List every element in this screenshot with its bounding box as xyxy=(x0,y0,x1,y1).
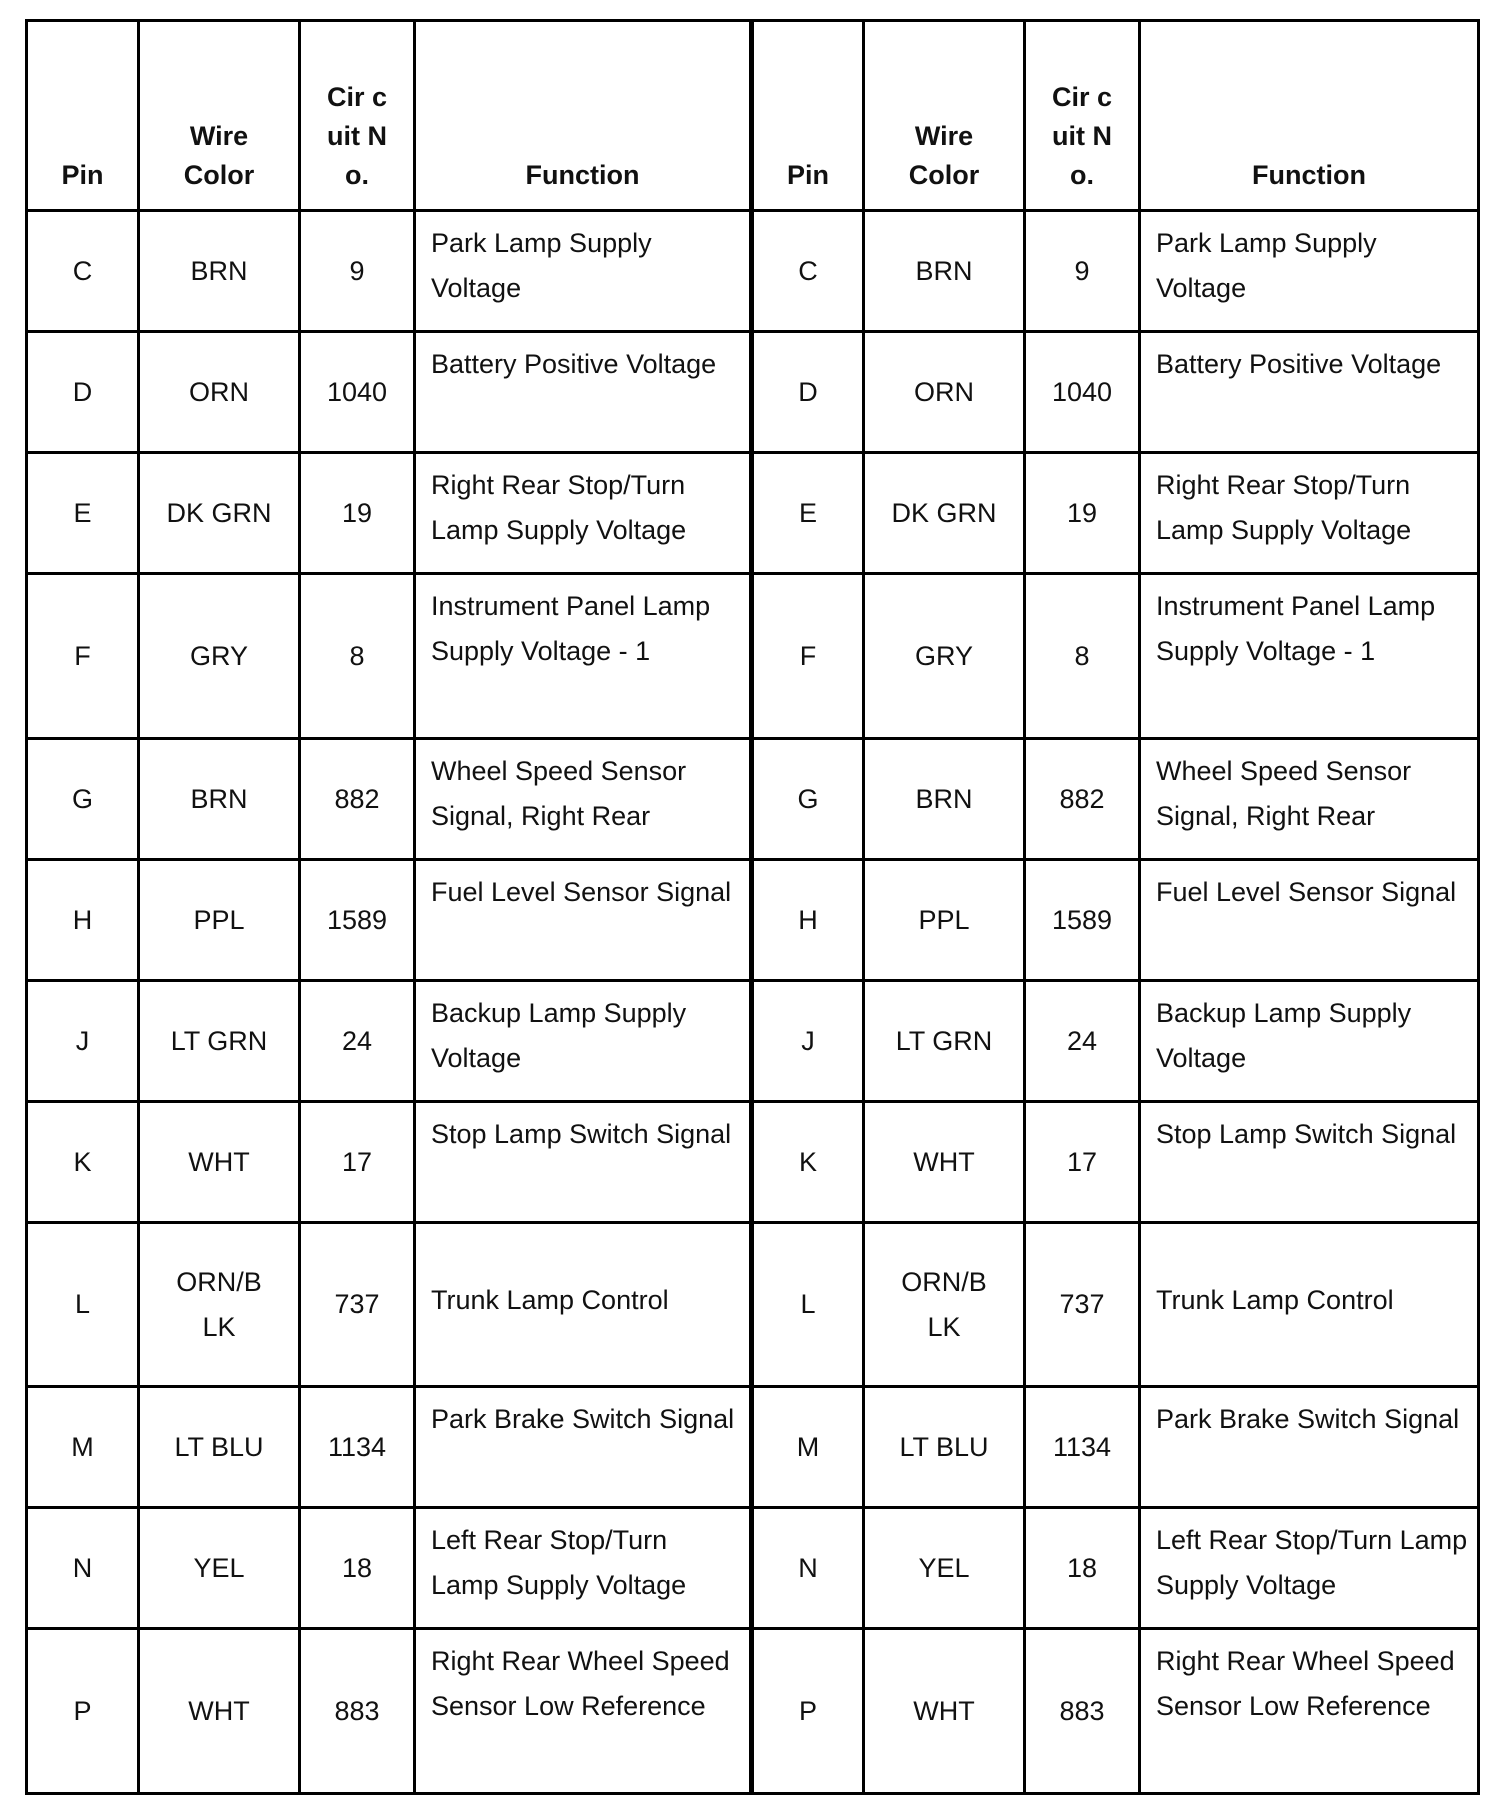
circuit-cell: 19 xyxy=(300,453,415,574)
circuit-cell: 1134 xyxy=(300,1387,415,1508)
function-cell: Trunk Lamp Control xyxy=(1140,1223,1479,1387)
wire-color-cell: PPL xyxy=(139,860,300,981)
header-row xyxy=(27,21,1479,211)
function-cell: Trunk Lamp Control xyxy=(415,1223,752,1387)
table-row xyxy=(27,453,1479,574)
header-circuit-right: Cir cuit No. xyxy=(1025,21,1140,211)
wire-color-cell: ORN xyxy=(139,332,300,453)
circuit-cell: 1589 xyxy=(300,860,415,981)
table-row xyxy=(27,860,1479,981)
wire-color-cell: YEL xyxy=(139,1508,300,1629)
wire-color-cell: BRN xyxy=(864,739,1025,860)
wire-color-cell: BRN xyxy=(864,211,1025,332)
wire-color-cell: ORN/BLK xyxy=(864,1223,1025,1387)
wire-color-cell: PPL xyxy=(864,860,1025,981)
circuit-cell: 1134 xyxy=(1025,1387,1140,1508)
circuit-cell: 882 xyxy=(300,739,415,860)
pin-cell: G xyxy=(27,739,139,860)
wire-color-cell: WHT xyxy=(864,1102,1025,1223)
function-cell: Stop Lamp Switch Signal xyxy=(415,1102,752,1223)
function-cell: Battery Positive Voltage xyxy=(1140,332,1479,453)
pin-cell: J xyxy=(752,981,864,1102)
header-wire-color-left: Wire Color xyxy=(139,21,300,211)
wire-color-cell: BRN xyxy=(139,739,300,860)
function-cell: Right Rear Wheel Speed Sensor Low Reference xyxy=(1140,1629,1479,1794)
wire-color-cell: LT GRN xyxy=(139,981,300,1102)
wire-color-cell: LT BLU xyxy=(864,1387,1025,1508)
function-cell: Right Rear Stop/Turn Lamp Supply Voltage xyxy=(415,453,752,574)
circuit-cell: 882 xyxy=(1025,739,1140,860)
circuit-cell: 19 xyxy=(1025,453,1140,574)
function-cell: Backup Lamp Supply Voltage xyxy=(415,981,752,1102)
table-row xyxy=(27,1508,1479,1629)
function-cell: Left Rear Stop/Turn Lamp Supply Voltage xyxy=(415,1508,752,1629)
function-cell: Park Brake Switch Signal xyxy=(415,1387,752,1508)
circuit-cell: 737 xyxy=(1025,1223,1140,1387)
pin-cell: E xyxy=(752,453,864,574)
pin-cell: M xyxy=(752,1387,864,1508)
pin-cell: L xyxy=(27,1223,139,1387)
wire-color-cell: WHT xyxy=(139,1102,300,1223)
wire-color-cell: ORN xyxy=(864,332,1025,453)
pin-cell: M xyxy=(27,1387,139,1508)
circuit-cell: 24 xyxy=(1025,981,1140,1102)
circuit-cell: 8 xyxy=(1025,574,1140,739)
function-cell: Stop Lamp Switch Signal xyxy=(1140,1102,1479,1223)
pin-cell: F xyxy=(752,574,864,739)
wire-color-cell: BRN xyxy=(139,211,300,332)
wire-color-cell: GRY xyxy=(864,574,1025,739)
wire-color-cell: WHT xyxy=(139,1629,300,1794)
header-wire-color-right: Wire Color xyxy=(864,21,1025,211)
table-row xyxy=(27,1223,1479,1387)
pin-cell: D xyxy=(27,332,139,453)
circuit-cell: 8 xyxy=(300,574,415,739)
circuit-cell: 1040 xyxy=(1025,332,1140,453)
function-cell: Left Rear Stop/Turn Lamp Supply Voltage xyxy=(1140,1508,1479,1629)
header-circuit-left: Cir cuit No. xyxy=(300,21,415,211)
function-cell: Right Rear Stop/Turn Lamp Supply Voltage xyxy=(1140,453,1479,574)
table-row xyxy=(27,332,1479,453)
function-cell: Right Rear Wheel Speed Sensor Low Reference xyxy=(415,1629,752,1794)
table-row xyxy=(27,574,1479,739)
pin-cell: K xyxy=(752,1102,864,1223)
function-cell: Fuel Level Sensor Signal xyxy=(415,860,752,981)
pin-cell: H xyxy=(752,860,864,981)
pin-cell: N xyxy=(752,1508,864,1629)
wire-color-cell: LT BLU xyxy=(139,1387,300,1508)
circuit-cell: 1040 xyxy=(300,332,415,453)
header-pin-right: Pin xyxy=(752,21,864,211)
circuit-cell: 18 xyxy=(1025,1508,1140,1629)
pin-cell: F xyxy=(27,574,139,739)
function-cell: Park Lamp Supply Voltage xyxy=(415,211,752,332)
header-pin-left: Pin xyxy=(27,21,139,211)
wire-color-cell: YEL xyxy=(864,1508,1025,1629)
function-cell: Instrument Panel Lamp Supply Voltage - 1 xyxy=(415,574,752,739)
circuit-cell: 9 xyxy=(1025,211,1140,332)
pin-cell: G xyxy=(752,739,864,860)
pin-cell: P xyxy=(752,1629,864,1794)
pin-cell: P xyxy=(27,1629,139,1794)
wire-color-cell: DK GRN xyxy=(139,453,300,574)
table-row xyxy=(27,1387,1479,1508)
pin-cell: K xyxy=(27,1102,139,1223)
circuit-cell: 1589 xyxy=(1025,860,1140,981)
circuit-cell: 24 xyxy=(300,981,415,1102)
pin-cell: C xyxy=(752,211,864,332)
header-function-right: Function xyxy=(1140,21,1479,211)
circuit-cell: 17 xyxy=(300,1102,415,1223)
circuit-cell: 9 xyxy=(300,211,415,332)
header-function-left: Function xyxy=(415,21,752,211)
circuit-cell: 17 xyxy=(1025,1102,1140,1223)
pinout-table xyxy=(25,19,1480,1795)
function-cell: Instrument Panel Lamp Supply Voltage - 1 xyxy=(1140,574,1479,739)
circuit-cell: 737 xyxy=(300,1223,415,1387)
pin-cell: H xyxy=(27,860,139,981)
circuit-cell: 883 xyxy=(1025,1629,1140,1794)
table-row xyxy=(27,981,1479,1102)
function-cell: Battery Positive Voltage xyxy=(415,332,752,453)
table-row xyxy=(27,1102,1479,1223)
function-cell: Wheel Speed Sensor Signal, Right Rear xyxy=(1140,739,1479,860)
function-cell: Park Brake Switch Signal xyxy=(1140,1387,1479,1508)
function-cell: Wheel Speed Sensor Signal, Right Rear xyxy=(415,739,752,860)
pin-cell: N xyxy=(27,1508,139,1629)
circuit-cell: 883 xyxy=(300,1629,415,1794)
table-row xyxy=(27,739,1479,860)
circuit-cell: 18 xyxy=(300,1508,415,1629)
wire-color-cell: GRY xyxy=(139,574,300,739)
pin-cell: J xyxy=(27,981,139,1102)
function-cell: Backup Lamp Supply Voltage xyxy=(1140,981,1479,1102)
wire-color-cell: LT GRN xyxy=(864,981,1025,1102)
pin-cell: L xyxy=(752,1223,864,1387)
table-row xyxy=(27,211,1479,332)
wire-color-cell: DK GRN xyxy=(864,453,1025,574)
function-cell: Fuel Level Sensor Signal xyxy=(1140,860,1479,981)
table-row xyxy=(27,1629,1479,1794)
wire-color-cell: WHT xyxy=(864,1629,1025,1794)
wire-color-cell: ORN/BLK xyxy=(139,1223,300,1387)
pin-cell: E xyxy=(27,453,139,574)
pin-cell: C xyxy=(27,211,139,332)
function-cell: Park Lamp Supply Voltage xyxy=(1140,211,1479,332)
pin-cell: D xyxy=(752,332,864,453)
